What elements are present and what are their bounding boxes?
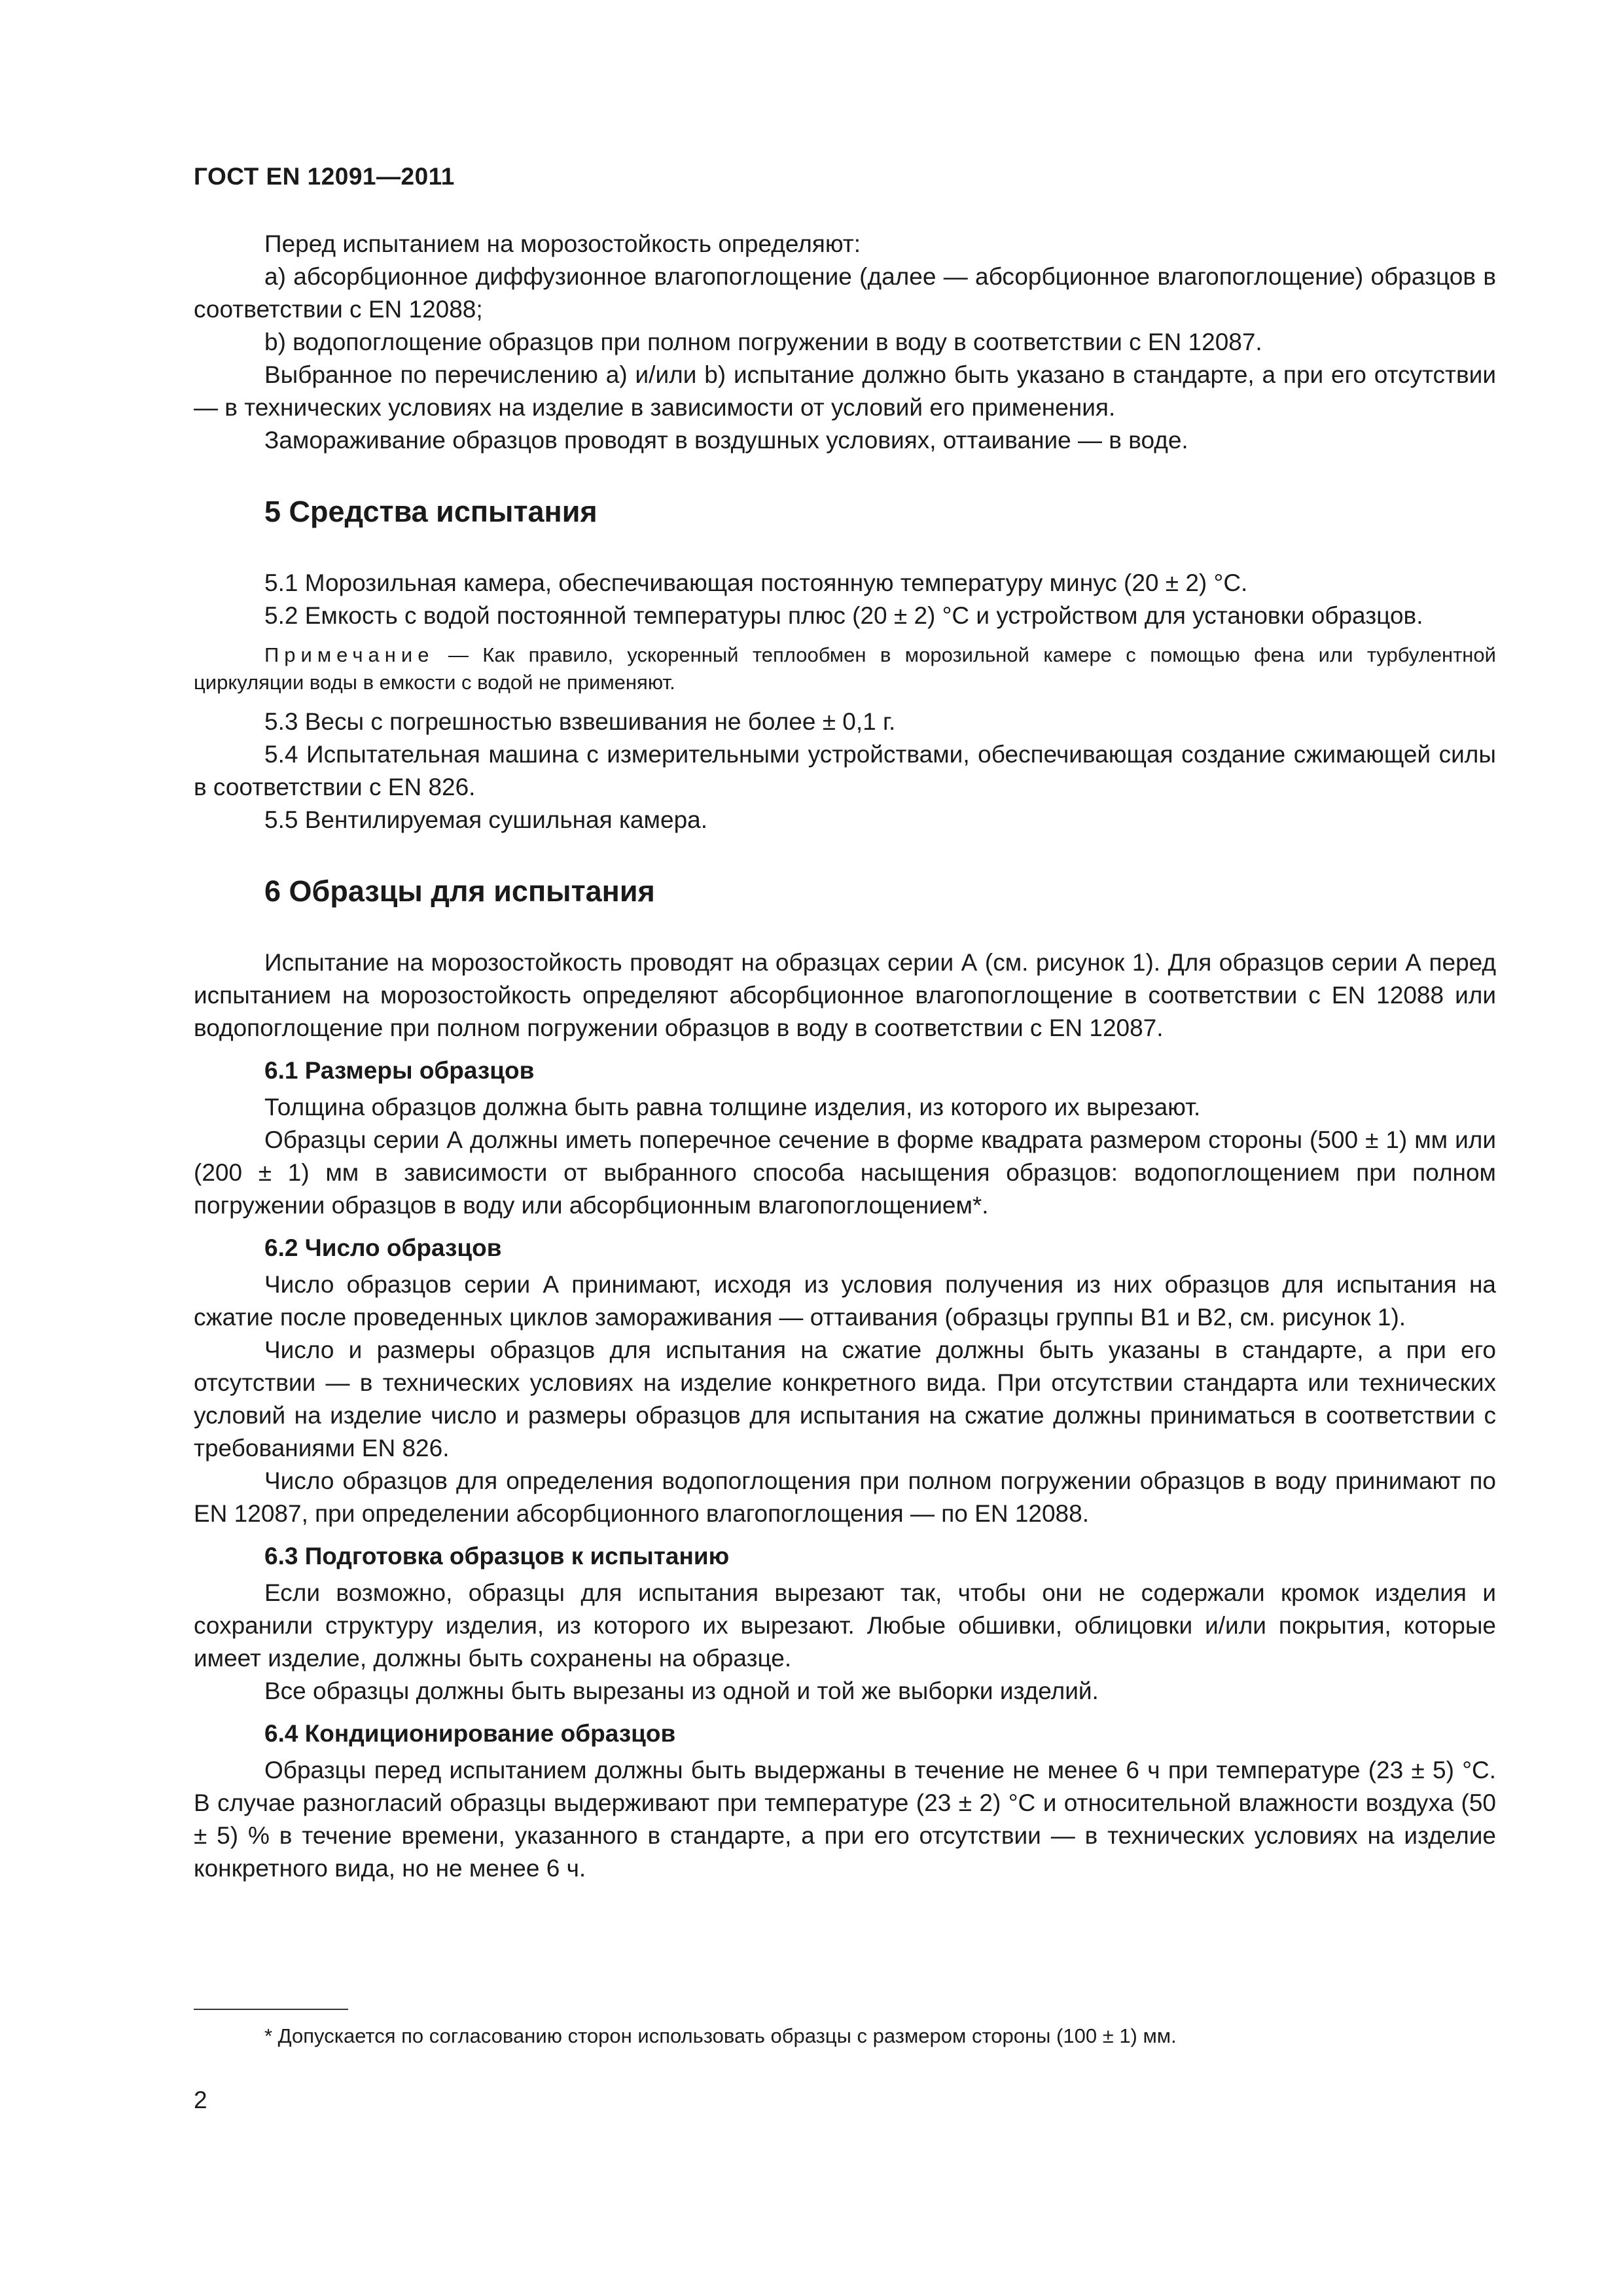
subsection-6-3-paragraph: Все образцы должны быть вырезаны из одной и той же выборки изделий. (264, 1677, 1099, 1704)
subsection-6-2-paragraph: Число образцов серии А принимают, исходя из условия получения из них образцов для испытания на сжатие после проведенных циклов замораживания — оттаивания (образцы группы В1 и В2, см. рисунок 1). (194, 1271, 1496, 1331)
clause-5-5: 5.5 Вентилируемая сушильная камера. (264, 806, 708, 833)
intro-paragraph: Замораживание образцов проводят в воздушных условиях, оттаивание — в воде. (264, 427, 1188, 454)
section-5-heading: 5 Средства испытания (264, 495, 597, 528)
subsection-6-1-heading: 6.1 Размеры образцов (264, 1057, 535, 1084)
page-content (194, 160, 1496, 1885)
clause-5-2: 5.2 Емкость с водой постоянной температуры плюс (20 ± 2) °С и устройством для установки образцов. (264, 602, 1423, 629)
subsection-6-2-heading: 6.2 Число образцов (264, 1234, 502, 1261)
note (194, 641, 1496, 696)
subsection-6-1-paragraph: Образцы серии А должны иметь поперечное сечение в форме квадрата размером стороны (500 ± 1) мм или (200 ± 1) мм в зависимости от выбранного способа насыщения образцов: водопоглощением при полном погружении образцов в воду или абсорбционным влагопоглощением*. (194, 1126, 1496, 1219)
intro-list-item-a: a) абсорбционное диффузионное влагопоглощение (далее — абсорбционное влагопоглощение) образцов в соответствии с EN 12088; (194, 263, 1496, 323)
document-header: ГОСТ EN 12091—2011 (194, 163, 455, 190)
section-6-heading: 6 Образцы для испытания (264, 874, 655, 908)
intro-paragraph: Перед испытанием на морозостойкость определяют: (264, 230, 861, 257)
subsection-6-4-heading: 6.4 Кондиционирование образцов (264, 1720, 676, 1747)
subsection-6-1-paragraph: Толщина образцов должна быть равна толщине изделия, из которого их вырезают. (264, 1094, 1201, 1121)
note-text: — Как правило, ускоренный теплообмен в морозильной камере с помощью фена или турбулентной циркуляции воды в емкости с водой не применяют. (194, 643, 1496, 694)
footnote-divider (194, 2009, 348, 2010)
clause-5-4: 5.4 Испытательная машина с измерительными устройствами, обеспечивающая создание сжимающей силы в соответствии с EN 826. (194, 741, 1496, 800)
clause-5-1: 5.1 Морозильная камера, обеспечивающая постоянную температуру минус (20 ± 2) °С. (264, 569, 1248, 596)
subsection-6-2-paragraph: Число образцов для определения водопоглощения при полном погружении образцов в воду принимают по EN 12087, при определении абсорбционного влагопоглощения — по EN 12088. (194, 1467, 1496, 1527)
intro-paragraph: Выбранное по перечислению a) и/или b) испытание должно быть указано в стандарте, а при его отсутствии — в технических условиях на изделие в зависимости от условий его применения. (194, 361, 1496, 421)
section-6-paragraph: Испытание на морозостойкость проводят на образцах серии А (см. рисунок 1). Для образцов серии А перед испытанием на морозостойкость определяют абсорбционное влагопоглощение в соответствии с EN 12088 или водопоглощение при полном погружении образцов в воду в соответствии с EN 12087. (194, 949, 1496, 1041)
note-label: Примечание (264, 643, 435, 666)
page-number: 2 (194, 2087, 207, 2113)
footnote: * Допускается по согласованию сторон использовать образцы с размером стороны (100 ± 1) мм. (264, 2024, 1177, 2047)
intro-list-item-b: b) водопоглощение образцов при полном погружении в воду в соответствии с EN 12087. (264, 329, 1262, 355)
subsection-6-3-heading: 6.3 Подготовка образцов к испытанию (264, 1543, 730, 1570)
clause-5-3: 5.3 Весы с погрешностью взвешивания не более ± 0,1 г. (264, 708, 896, 735)
subsection-6-2-paragraph: Число и размеры образцов для испытания на сжатие должны быть указаны в стандарте, а при его отсутствии — в технических условиях на изделие конкретного вида. При отсутствии стандарта или технических условий на изделие число и размеры образцов для испытания на сжатие должны приниматься в соответствии с требованиями EN 826. (194, 1336, 1496, 1462)
subsection-6-3-paragraph: Если возможно, образцы для испытания вырезают так, чтобы они не содержали кромок изделия и сохранили структуру изделия, из которого их вырезают. Любые обшивки, облицовки и/или покрытия, которые имеет изделие, должны быть сохранены на образце. (194, 1579, 1496, 1672)
subsection-6-4-paragraph: Образцы перед испытанием должны быть выдержаны в течение не менее 6 ч при температуре (23 ± 5) °С. В случае разногласий образцы выдерживают при температуре (23 ± 2) °С и относительной влажности воздуха (50 ± 5) % в течение времени, указанного в стандарте, а при его отсутствии — в технических условиях на изделие конкретного вида, но не менее 6 ч. (194, 1757, 1496, 1882)
